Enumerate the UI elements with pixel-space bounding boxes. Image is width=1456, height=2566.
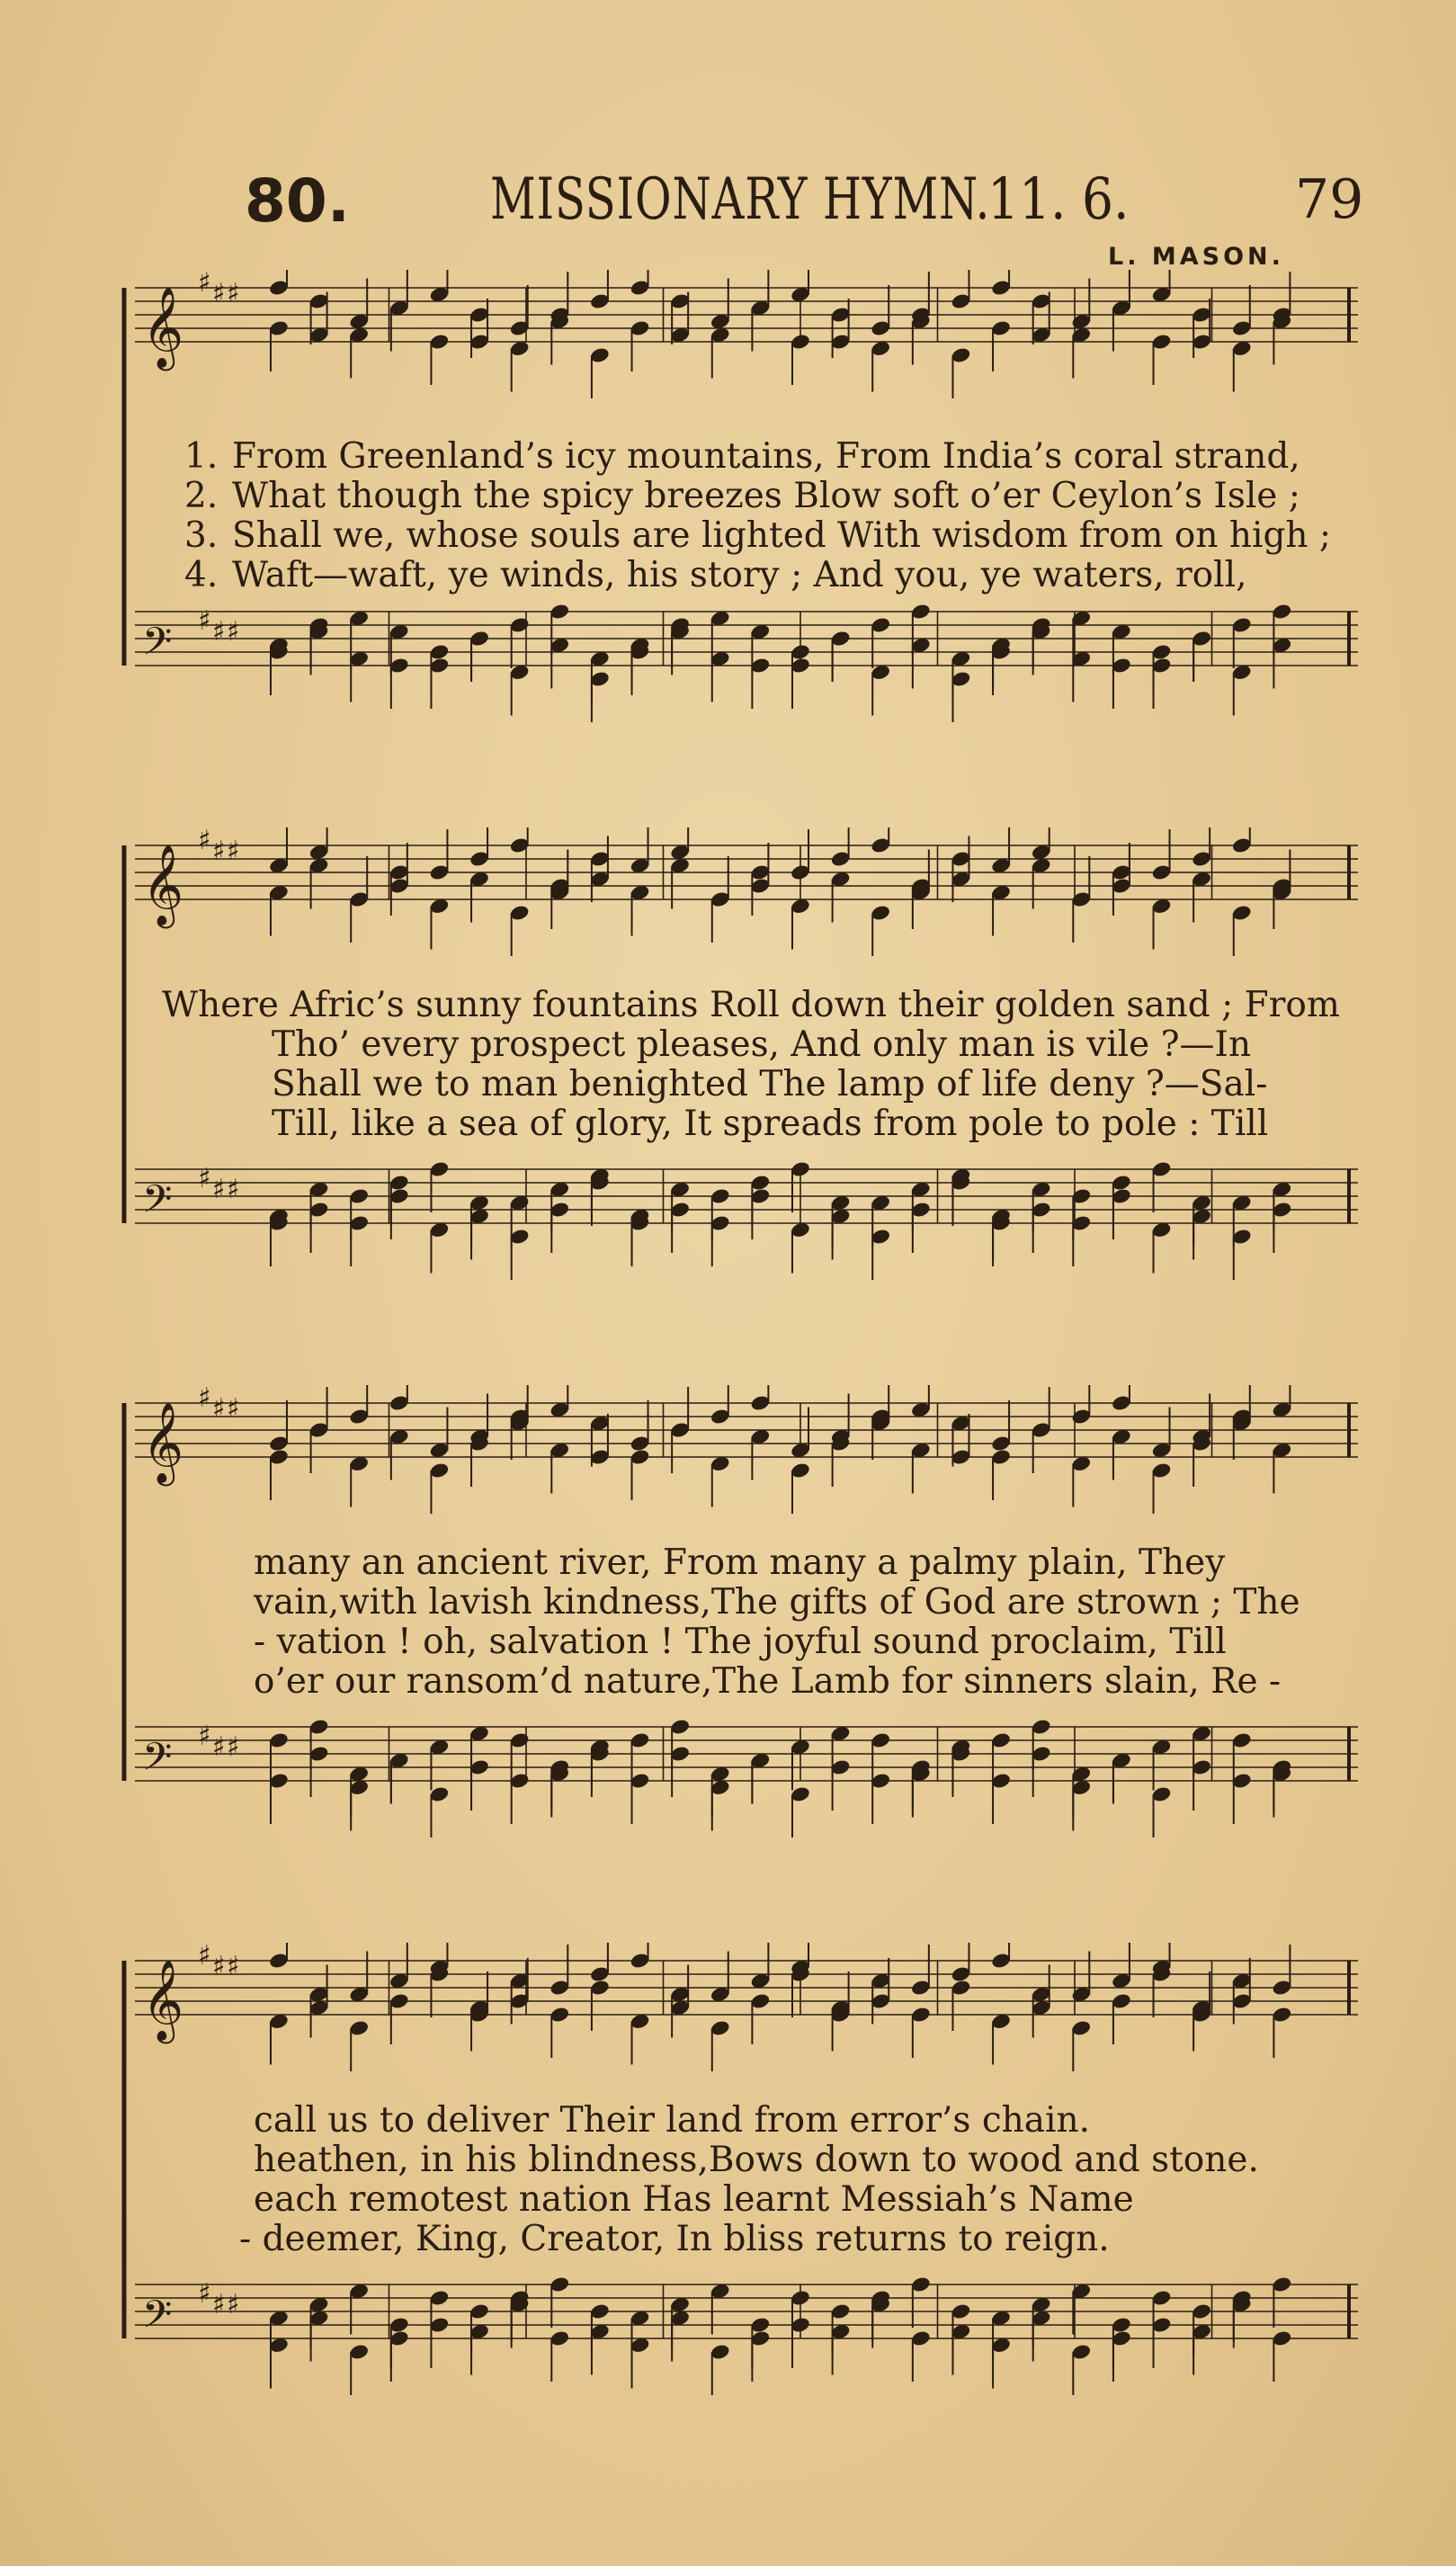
sharp-icon: ♯ <box>212 836 226 867</box>
composer-credit: L. MASON. <box>1108 243 1284 271</box>
hymn-meter: 11. 6. <box>987 166 1130 233</box>
verse-number: 4. <box>184 555 219 595</box>
bass-clef-icon: 𝄢 <box>142 1177 173 1231</box>
lyric-line: heathen, in his blindness,Bows down to wood and stone. <box>254 2140 1259 2180</box>
sharp-icon: ♯ <box>198 1721 211 1752</box>
lyric-line: Tho’ every prospect pleases, And only man is vile ?—In <box>272 1024 1252 1065</box>
lyric-line: What though the spicy breezes Blow soft o’er Ceylon’s Isle ; <box>232 476 1300 516</box>
sharp-icon: ♯ <box>212 278 226 309</box>
lyric-line: Where Afric’s sunny fountains Roll down their golden sand ; From <box>162 985 1340 1025</box>
lyric-line: - deemer, King, Creator, In bliss returns to reign. <box>239 2219 1110 2259</box>
sharp-icon: ♯ <box>198 1163 211 1194</box>
lyric-line: vain,with lavish kindness,The gifts of God are strown ; The <box>254 1582 1300 1623</box>
sharp-icon: ♯ <box>212 1951 226 1982</box>
sharp-icon: ♯ <box>212 2289 226 2320</box>
lyric-line: each remotest nation Has learnt Messiah’s Name <box>254 2179 1134 2220</box>
lyric-line: Till, like a sea of glory, It spreads from pole to pole : Till <box>272 1104 1269 1144</box>
lyric-line: call us to deliver Their land from error’s chain. <box>254 2100 1091 2141</box>
music-system-3 <box>0 1385 1456 1853</box>
treble-clef-icon: 𝄞 <box>142 845 184 925</box>
lyric-line: o’er our ransom’d nature,The Lamb for sinners slain, Re - <box>254 1661 1282 1702</box>
verse-number: 3. <box>184 515 219 556</box>
page-number: 79 <box>1295 168 1364 231</box>
sharp-icon: ♯ <box>227 1731 240 1763</box>
lyric-line: Shall we, whose souls are lighted With wisdom from on high ; <box>232 515 1332 556</box>
sharp-icon: ♯ <box>198 1943 211 1971</box>
verse-number: 1. <box>184 436 219 477</box>
lyric-line: many an ancient river, From many a palmy plain, They <box>254 1542 1226 1583</box>
sharp-icon: ♯ <box>198 827 211 856</box>
sharp-icon: ♯ <box>227 278 240 309</box>
lyric-line: - vation ! oh, salvation ! The joyful sound proclaim, Till <box>254 1622 1227 1662</box>
sharp-icon: ♯ <box>198 605 211 637</box>
treble-clef-icon: 𝄞 <box>142 1960 184 2041</box>
sharp-icon: ♯ <box>198 1385 211 1414</box>
sharp-icon: ♯ <box>227 616 240 648</box>
music-system-1 <box>0 270 1456 738</box>
bass-clef-icon: 𝄢 <box>142 620 173 674</box>
hymn-title: MISSIONARY HYMN. <box>490 166 991 233</box>
lyric-line: From Greenland’s icy mountains, From India’s coral strand, <box>232 436 1300 477</box>
bass-clef-icon: 𝄢 <box>142 2293 173 2347</box>
sharp-icon: ♯ <box>227 836 240 867</box>
page-header <box>0 166 1456 247</box>
sharp-icon: ♯ <box>198 2278 211 2310</box>
sharp-icon: ♯ <box>227 1174 240 1205</box>
verse-number: 2. <box>184 476 219 516</box>
lyric-line: Shall we to man benighted The lamp of life deny ?—Sal- <box>272 1064 1268 1104</box>
music-system-4 <box>0 1943 1456 2410</box>
sharp-icon: ♯ <box>227 2289 240 2320</box>
hymn-number: 80. <box>245 166 350 236</box>
sharp-icon: ♯ <box>198 270 211 299</box>
sharp-icon: ♯ <box>212 616 226 648</box>
sharp-icon: ♯ <box>212 1731 226 1763</box>
bass-clef-icon: 𝄢 <box>142 1735 173 1789</box>
sharp-icon: ♯ <box>212 1393 226 1425</box>
sharp-icon: ♯ <box>227 1951 240 1982</box>
sharp-icon: ♯ <box>212 1174 226 1205</box>
treble-clef-icon: 𝄞 <box>142 287 184 368</box>
lyric-line: Waft—waft, ye winds, his story ; And you, ye waters, roll, <box>232 555 1247 595</box>
sharp-icon: ♯ <box>227 1393 240 1425</box>
treble-clef-icon: 𝄞 <box>142 1402 184 1483</box>
music-system-2 <box>0 827 1456 1295</box>
